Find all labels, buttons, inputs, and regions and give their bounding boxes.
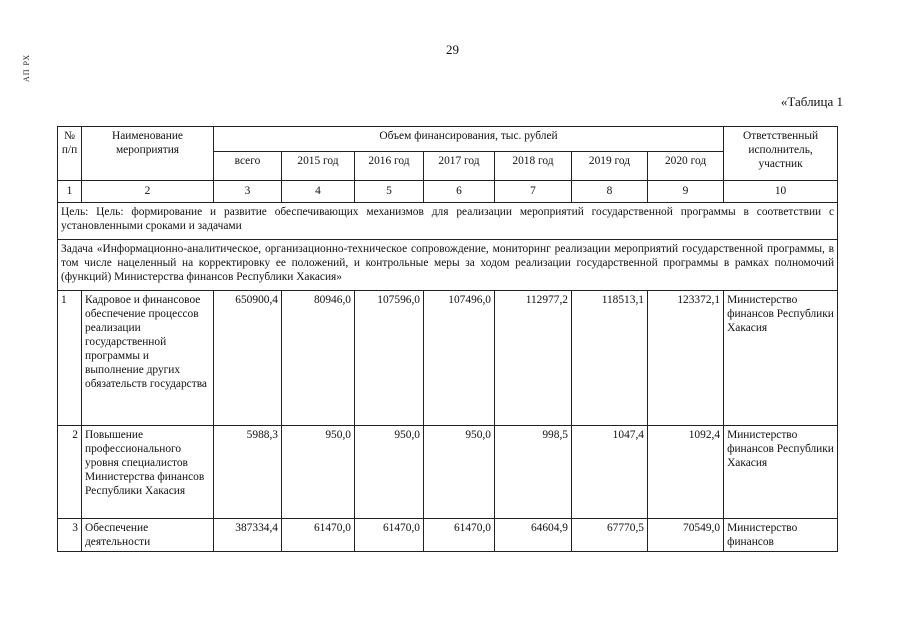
row-total: 387334,4 (214, 519, 282, 552)
row-year-value: 64604,9 (495, 519, 572, 552)
row-name: Кадровое и финансовое обеспечение процессов реализации государственной программы и выполнение других обязательств государства (82, 291, 214, 426)
financing-table (57, 126, 838, 552)
column-number: 1 (58, 181, 82, 203)
row-year-value: 61470,0 (355, 519, 424, 552)
column-number: 10 (724, 181, 838, 203)
row-number: 2 (58, 426, 82, 519)
goal-row (58, 203, 838, 240)
row-year-value: 950,0 (282, 426, 355, 519)
goal-text: Цель: Цель: формирование и развитие обеспечивающих механизмов для реализации мероприятий государственной программы в соответствии с установленными сроками и задачами (58, 203, 838, 240)
column-number: 5 (355, 181, 424, 203)
header-funding-group: Объем финансирования, тыс. рублей (214, 127, 724, 152)
header-year: 2017 год (424, 152, 495, 181)
row-year-value: 70549,0 (648, 519, 724, 552)
row-year-value: 1092,4 (648, 426, 724, 519)
task-row (58, 240, 838, 291)
header-year: 2019 год (572, 152, 648, 181)
row-name: Повышение профессионального уровня специалистов Министерства финансов Республики Хакасия (82, 426, 214, 519)
row-year-value: 107496,0 (424, 291, 495, 426)
header-responsible: Ответственный исполнитель, участник (724, 127, 838, 181)
header-year: 2015 год (282, 152, 355, 181)
table-row (58, 519, 838, 552)
row-number: 3 (58, 519, 82, 552)
row-total: 5988,3 (214, 426, 282, 519)
row-year-value: 61470,0 (424, 519, 495, 552)
header-year: 2020 год (648, 152, 724, 181)
row-name: Обеспечение деятельности (82, 519, 214, 552)
side-stamp-mark: АП РХ (22, 53, 31, 83)
table-row (58, 291, 838, 426)
column-number: 2 (82, 181, 214, 203)
row-responsible: Министерство финансов Республики Хакасия (724, 426, 838, 519)
table-row (58, 426, 838, 519)
row-year-value: 1047,4 (572, 426, 648, 519)
row-responsible: Министерство финансов Республики Хакасия (724, 291, 838, 426)
column-number: 3 (214, 181, 282, 203)
row-responsible: Министерство финансов (724, 519, 838, 552)
header-year: 2018 год (495, 152, 572, 181)
row-number: 1 (58, 291, 82, 426)
row-year-value: 998,5 (495, 426, 572, 519)
row-total: 650900,4 (214, 291, 282, 426)
header-no: № п/п (58, 127, 82, 181)
column-number: 6 (424, 181, 495, 203)
row-year-value: 123372,1 (648, 291, 724, 426)
header-total: всего (214, 152, 282, 181)
row-year-value: 80946,0 (282, 291, 355, 426)
column-number: 7 (495, 181, 572, 203)
row-year-value: 950,0 (355, 426, 424, 519)
task-text: Задача «Информационно-аналитическое, организационно-техническое сопровождение, мониторинг реализации мероприятий государственной программы, в том числе нацеленный на корректировку ее положений, и контрольные меры за ходом реализации государственной программы в рамках полномочий (функций) Министерства финансов Республики Хакасия» (58, 240, 838, 291)
row-year-value: 118513,1 (572, 291, 648, 426)
header-name: Наименование мероприятия (82, 127, 214, 181)
header-row-top (58, 127, 838, 152)
column-numbers-row (58, 181, 838, 203)
table-caption: «Таблица 1 (780, 94, 843, 109)
column-number: 9 (648, 181, 724, 203)
row-year-value: 950,0 (424, 426, 495, 519)
header-year: 2016 год (355, 152, 424, 181)
row-year-value: 112977,2 (495, 291, 572, 426)
row-year-value: 67770,5 (572, 519, 648, 552)
column-number: 4 (282, 181, 355, 203)
column-number: 8 (572, 181, 648, 203)
row-year-value: 61470,0 (282, 519, 355, 552)
page-number: 29 (446, 42, 459, 57)
row-year-value: 107596,0 (355, 291, 424, 426)
